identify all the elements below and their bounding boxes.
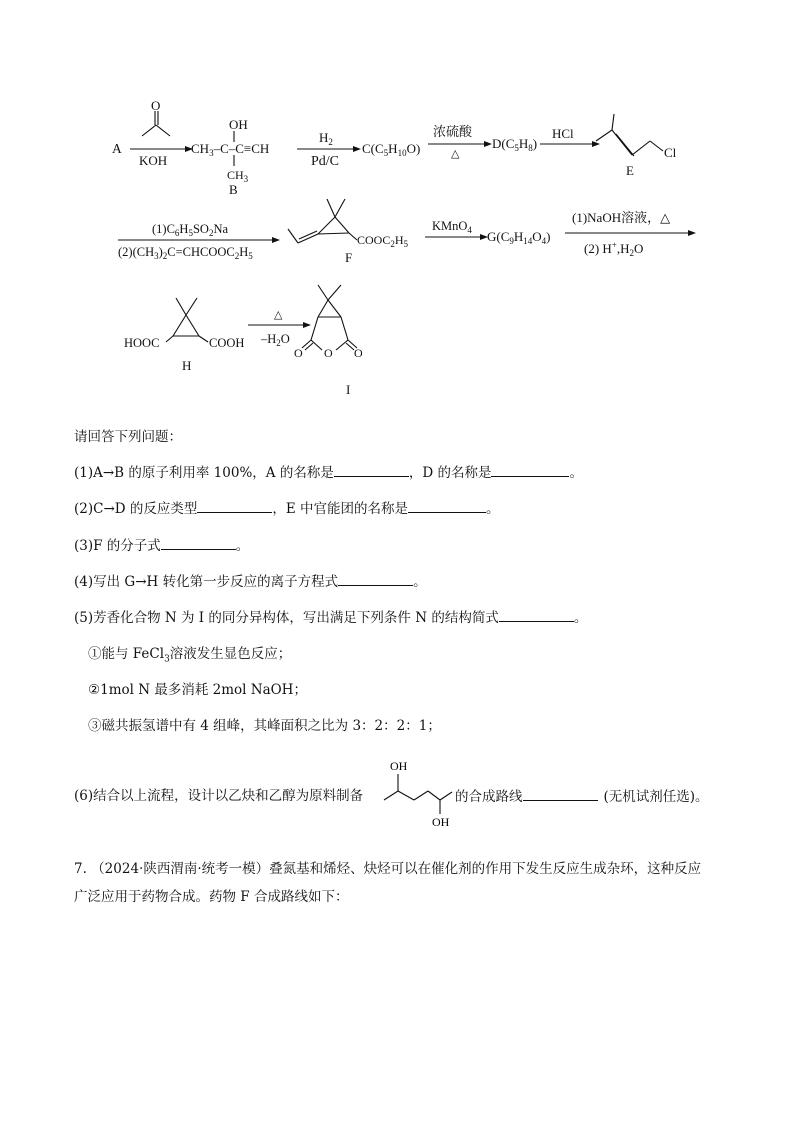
condition-3: ③磁共振氢谱中有 4 组峰，其峰面积之比为 3：2：2：1；	[88, 718, 441, 734]
question-6-text-a: (6)结合以上流程，设计以乙炔和乙醇为原料制备	[74, 788, 364, 804]
compound-a-label: A	[112, 141, 122, 156]
condition-1-subscript: 3	[164, 654, 170, 665]
answer-blank-synthesis-route[interactable]	[523, 787, 598, 801]
arrowhead-4	[592, 141, 600, 147]
question-6	[74, 787, 363, 805]
reagent-minus-water: $-H_2O$	[261, 332, 290, 348]
question-2-text-b: ，E 中官能团的名称是	[272, 501, 409, 517]
question-5	[74, 608, 587, 627]
target-diol-structure	[382, 752, 454, 832]
f-ester-bond	[349, 233, 357, 240]
f-methyl-1	[327, 199, 335, 217]
arrowhead-8	[303, 322, 311, 328]
compound-i-label: I	[346, 382, 351, 397]
question-3-text-a: (3)F 的分子式	[74, 538, 161, 554]
diol-bond-1	[384, 791, 398, 800]
answer-blank-molecular-formula[interactable]	[161, 536, 236, 550]
compound-g-formula: $G(C_9H_{14}O_4)$	[487, 229, 551, 246]
i-carbonyl-1	[302, 340, 311, 348]
diol-oh-bottom: OH	[432, 815, 450, 829]
heat-symbol-2: △	[274, 309, 283, 321]
problem-7-line-2: 广泛应用于药物合成。药物 F 合成路线如下：	[74, 889, 349, 905]
f-ring-2	[335, 217, 349, 233]
question-2-text-a: (2)C→D 的反应类型	[74, 501, 198, 517]
e-bond-4	[650, 141, 663, 151]
answer-blank-functional-group[interactable]	[408, 499, 486, 513]
question-3	[74, 536, 249, 555]
chlorine-atom: Cl	[664, 145, 677, 160]
h-ring-1	[173, 315, 186, 336]
condition-1	[88, 645, 291, 669]
e-bond-3	[632, 141, 650, 155]
i-ring-1	[318, 300, 328, 317]
h-methyl-2	[186, 298, 197, 315]
answer-blank-reaction-type[interactable]	[197, 499, 272, 513]
reagent-koh: KOH	[139, 153, 168, 168]
h-cooh-left	[166, 336, 173, 342]
i-ring-oxygen: O	[324, 346, 333, 360]
i-ring-2	[328, 300, 341, 317]
h-methyl-1	[176, 298, 186, 315]
question-6-tail	[455, 787, 709, 806]
problem-7-line-1: 7. （2024·陕西渭南·统考一模）叠氮基和烯烃、炔烃可以在催化剂的作用下发生反应生成杂环，这种反应	[74, 861, 702, 877]
reagent-kmno4: KMnO$_4$	[432, 219, 472, 235]
question-1-text-a: (1)A→B 的原子利用率 100%，A 的名称是	[74, 465, 334, 481]
condition-1-text: ①能与 FeCl	[88, 646, 165, 662]
e-bond-methyl	[612, 114, 614, 130]
reagent-step-2: $(2)(CH_3)_2C=CHCOOC_2H_5$	[118, 245, 253, 261]
question-2	[74, 499, 500, 518]
b-methyl: $CH_3$	[227, 168, 249, 184]
e-double-2	[616, 134, 634, 156]
compound-h-label: H	[182, 358, 192, 373]
answer-blank-structure-n[interactable]	[499, 608, 574, 622]
diol-bond-2	[398, 791, 414, 800]
f-double-2	[299, 231, 317, 239]
f-methyl-2	[335, 199, 345, 217]
question-4-text-a: (4)写出 G→H 转化第一步反应的离子方程式	[74, 574, 339, 590]
compound-e-label: E	[626, 163, 634, 178]
question-6-text-c: (无机试剂任选)。	[603, 789, 709, 805]
arrowhead-2	[353, 146, 361, 152]
i-anhydride-2	[341, 317, 348, 340]
question-1-text-b: ，D 的名称是	[408, 465, 492, 481]
question-6-text-b: 的合成路线	[455, 789, 523, 805]
acetone-bond-left	[142, 125, 156, 136]
question-1-text-c: 。	[569, 465, 583, 481]
answer-blank-a-name[interactable]	[334, 463, 409, 477]
h-cooh-group: COOH	[209, 336, 245, 350]
e-double-1	[612, 130, 632, 155]
i-methyl-1	[318, 285, 328, 300]
f-ester-group: $COOC_2H_5$	[357, 233, 409, 249]
i-carbonyl-oxygen-right: O	[354, 346, 363, 360]
acetone-bond-right	[156, 125, 170, 136]
arrowhead-7	[688, 230, 696, 236]
reagent-conc-sulfuric-acid: 浓硫酸	[433, 124, 473, 139]
diol-bond-5	[440, 792, 452, 800]
question-4-text-b: 。	[413, 574, 427, 590]
i-carbonyl-oxygen-left: O	[294, 346, 303, 360]
compound-b-label: B	[229, 182, 238, 197]
f-ring-3	[318, 233, 349, 234]
f-isobutenyl-1	[288, 229, 298, 243]
reagent-acid-water: (2) $H^+,H_2O$	[584, 240, 644, 258]
question-5-text-a: (5)芳香化合物 N 为 I 的同分异构体，写出满足下列条件 N 的结构简式	[74, 610, 499, 626]
condition-1-text-b: 溶液发生显色反应；	[169, 646, 292, 662]
question-3-text-b: 。	[235, 538, 250, 554]
reaction-scheme	[0, 0, 800, 400]
arrowhead-5	[272, 237, 280, 243]
f-ring-1	[318, 217, 335, 234]
diol-oh-top: OH	[390, 759, 408, 773]
h-hooc-group: HOOC	[124, 336, 160, 350]
arrowhead-3	[484, 141, 492, 147]
h-cooh-right	[199, 336, 208, 342]
answer-blank-ionic-equation[interactable]	[338, 572, 413, 586]
compound-c-formula: $C(C_5H_{10}O)$	[362, 141, 421, 158]
i-anhydride-4	[336, 340, 348, 350]
reagent-step-1: $(1)C_6H_5SO_2Na$	[152, 222, 229, 238]
reagent-naoh: (1)NaOH溶液，△	[572, 210, 671, 225]
condition-2: ②1mol N 最多消耗 2mol NaOH；	[88, 682, 307, 698]
i-anhydride-1	[311, 317, 318, 340]
b-hydroxyl: OH	[229, 117, 248, 132]
answer-blank-d-name[interactable]	[491, 463, 569, 477]
question-2-text-c: 。	[486, 501, 500, 517]
h-ring-2	[186, 315, 199, 336]
i-anhydride-3	[311, 340, 322, 350]
diol-bond-3	[414, 791, 428, 800]
ketone-oxygen: O	[151, 98, 161, 113]
e-bond-1	[596, 130, 612, 141]
i-methyl-2	[328, 285, 341, 300]
diol-bond-4	[428, 791, 440, 800]
heat-symbol: △	[451, 148, 460, 160]
b-formula: $CH_3-C-C\equiv CH$	[191, 141, 270, 158]
question-4	[74, 572, 427, 591]
catalyst-pdc: Pd/C	[311, 154, 340, 169]
compound-d-formula: $D(C_5H_8)$	[492, 136, 538, 153]
reagent-h2: $H_2$	[319, 130, 333, 147]
compound-f-label: F	[345, 250, 353, 265]
question-5-text-b: 。	[573, 610, 588, 626]
question-1	[74, 463, 583, 482]
reagent-hcl: HCl	[552, 126, 574, 141]
questions-prompt: 请回答下列问题：	[74, 429, 182, 445]
